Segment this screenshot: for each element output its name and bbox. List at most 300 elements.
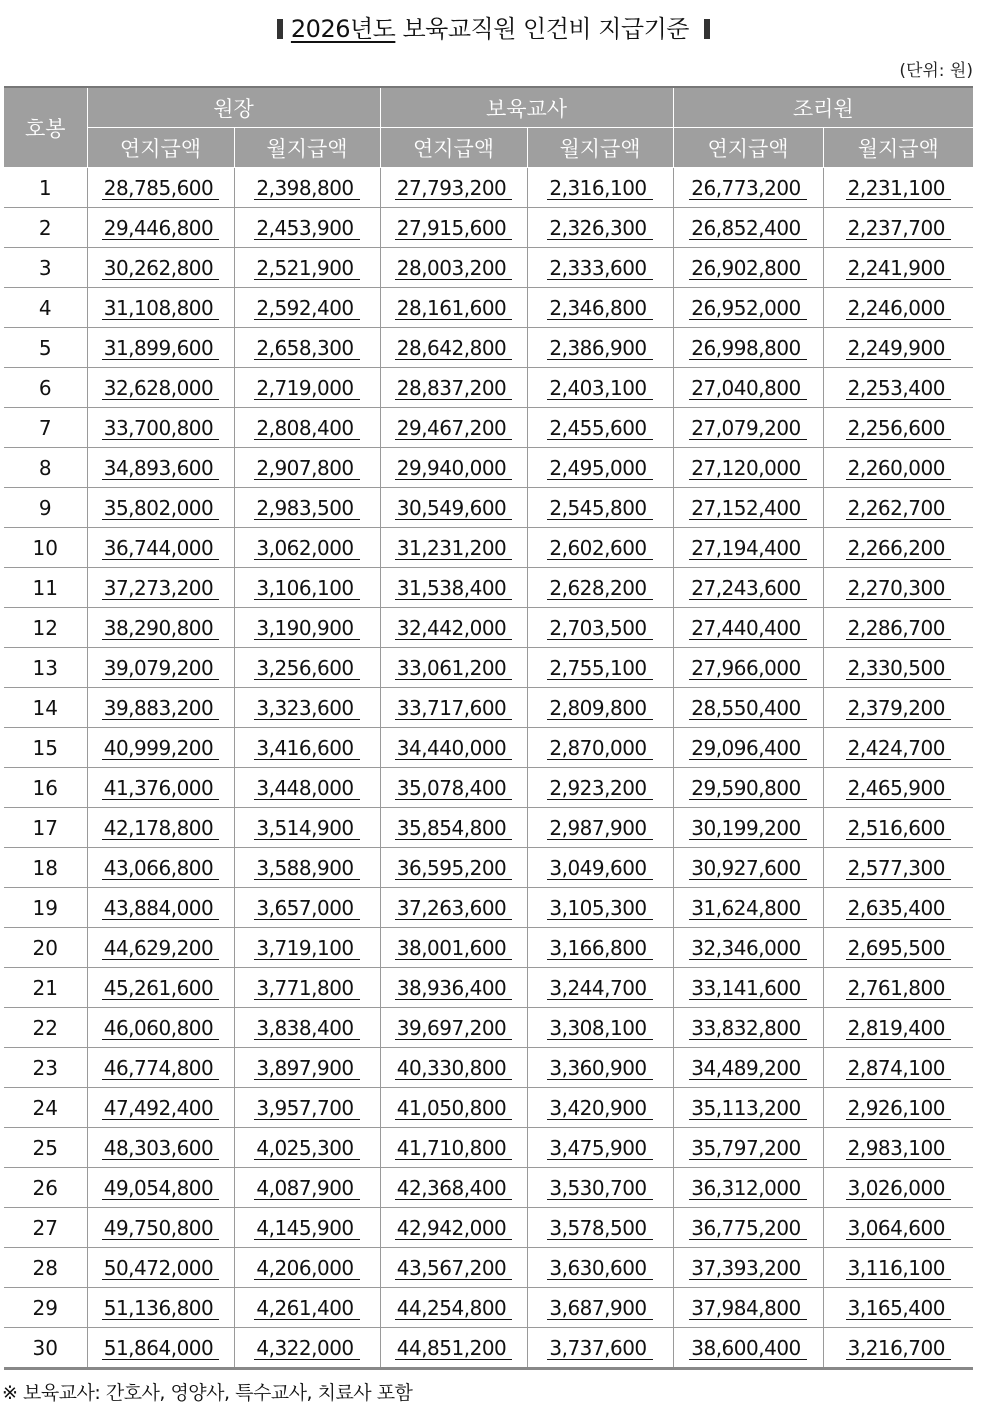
cell-director-monthly xyxy=(234,1128,380,1168)
amount-value: 31,899,600 xyxy=(102,337,220,360)
cell-teacher-annual xyxy=(380,808,527,848)
cell-teacher-monthly xyxy=(527,568,673,608)
amount-value: 51,136,800 xyxy=(102,1297,220,1320)
table-row xyxy=(4,1008,973,1048)
cell-teacher-annual xyxy=(380,328,527,368)
cell-director-annual xyxy=(87,1248,234,1288)
amount-value: 31,231,200 xyxy=(395,537,513,560)
cell-cook-annual xyxy=(673,328,823,368)
amount-value: 2,907,800 xyxy=(254,457,359,480)
cell-teacher-monthly xyxy=(527,728,673,768)
amount-value: 41,710,800 xyxy=(395,1137,513,1160)
cell-cook-monthly xyxy=(823,728,973,768)
amount-value: 37,393,200 xyxy=(689,1257,807,1280)
cell-cook-monthly xyxy=(823,1208,973,1248)
amount-value: 2,455,600 xyxy=(547,417,652,440)
amount-value: 3,244,700 xyxy=(547,977,652,1000)
amount-value: 40,999,200 xyxy=(102,737,220,760)
amount-value: 51,864,000 xyxy=(102,1337,220,1360)
amount-value: 2,386,900 xyxy=(547,337,652,360)
cell-director-annual xyxy=(87,888,234,928)
amount-value: 29,940,000 xyxy=(395,457,513,480)
cell-teacher-annual xyxy=(380,688,527,728)
table-row xyxy=(4,488,973,528)
amount-value: 28,642,800 xyxy=(395,337,513,360)
amount-value: 36,312,000 xyxy=(689,1177,807,1200)
amount-value: 33,061,200 xyxy=(395,657,513,680)
cell-cook-monthly xyxy=(823,1288,973,1328)
amount-value: 34,440,000 xyxy=(395,737,513,760)
amount-value: 3,049,600 xyxy=(547,857,652,880)
amount-value: 31,538,400 xyxy=(395,577,513,600)
cell-cook-annual xyxy=(673,768,823,808)
amount-value: 2,286,700 xyxy=(846,617,951,640)
cell-teacher-monthly xyxy=(527,1288,673,1328)
amount-value: 35,078,400 xyxy=(395,777,513,800)
cell-director-monthly xyxy=(234,968,380,1008)
amount-value: 26,902,800 xyxy=(689,257,807,280)
amount-value: 3,416,600 xyxy=(254,737,359,760)
cell-director-monthly xyxy=(234,1048,380,1088)
header-monthly: 월지급액 xyxy=(234,128,380,168)
header-monthly: 월지급액 xyxy=(527,128,673,168)
cell-teacher-annual xyxy=(380,1208,527,1248)
cell-teacher-monthly xyxy=(527,608,673,648)
amount-value: 39,697,200 xyxy=(395,1017,513,1040)
cell-cook-annual xyxy=(673,208,823,248)
cell-director-monthly xyxy=(234,648,380,688)
amount-value: 2,246,000 xyxy=(846,297,951,320)
amount-value: 3,719,100 xyxy=(254,937,359,960)
page-title xyxy=(0,12,987,46)
cell-teacher-annual xyxy=(380,408,527,448)
amount-value: 2,424,700 xyxy=(846,737,951,760)
cell-step: 20 xyxy=(4,928,87,968)
header-annual: 연지급액 xyxy=(87,128,234,168)
amount-value: 46,060,800 xyxy=(102,1017,220,1040)
amount-value: 29,467,200 xyxy=(395,417,513,440)
table-row xyxy=(4,1048,973,1088)
cell-director-monthly xyxy=(234,488,380,528)
amount-value: 4,025,300 xyxy=(254,1137,359,1160)
cell-director-annual xyxy=(87,968,234,1008)
amount-value: 2,755,100 xyxy=(547,657,652,680)
cell-teacher-monthly xyxy=(527,368,673,408)
cell-teacher-monthly xyxy=(527,1128,673,1168)
amount-value: 37,984,800 xyxy=(689,1297,807,1320)
amount-value: 4,145,900 xyxy=(254,1217,359,1240)
cell-cook-annual xyxy=(673,808,823,848)
cell-teacher-annual xyxy=(380,1088,527,1128)
amount-value: 28,003,200 xyxy=(395,257,513,280)
header-annual: 연지급액 xyxy=(673,128,823,168)
cell-step: 28 xyxy=(4,1248,87,1288)
cell-teacher-annual xyxy=(380,1248,527,1288)
cell-teacher-annual xyxy=(380,848,527,888)
header-row-subs xyxy=(4,128,973,168)
amount-value: 2,270,300 xyxy=(846,577,951,600)
cell-director-monthly xyxy=(234,1168,380,1208)
cell-director-monthly xyxy=(234,1008,380,1048)
cell-cook-monthly xyxy=(823,1248,973,1288)
amount-value: 34,489,200 xyxy=(689,1057,807,1080)
cell-cook-annual xyxy=(673,168,823,208)
cell-step: 11 xyxy=(4,568,87,608)
table-row xyxy=(4,328,973,368)
amount-value: 3,360,900 xyxy=(547,1057,652,1080)
amount-value: 37,273,200 xyxy=(102,577,220,600)
amount-value: 3,308,100 xyxy=(547,1017,652,1040)
amount-value: 3,216,700 xyxy=(846,1337,951,1360)
cell-teacher-annual xyxy=(380,528,527,568)
cell-director-annual xyxy=(87,728,234,768)
amount-value: 2,819,400 xyxy=(846,1017,951,1040)
cell-director-monthly xyxy=(234,1288,380,1328)
amount-value: 27,120,000 xyxy=(689,457,807,480)
cell-teacher-monthly xyxy=(527,248,673,288)
cell-teacher-annual xyxy=(380,928,527,968)
cell-cook-monthly xyxy=(823,888,973,928)
amount-value: 30,199,200 xyxy=(689,817,807,840)
cell-cook-annual xyxy=(673,368,823,408)
amount-value: 35,802,000 xyxy=(102,497,220,520)
amount-value: 28,161,600 xyxy=(395,297,513,320)
table-row xyxy=(4,528,973,568)
amount-value: 2,602,600 xyxy=(547,537,652,560)
amount-value: 35,113,200 xyxy=(689,1097,807,1120)
cell-cook-annual xyxy=(673,288,823,328)
cell-cook-annual xyxy=(673,1128,823,1168)
amount-value: 3,064,600 xyxy=(846,1217,951,1240)
cell-teacher-monthly xyxy=(527,648,673,688)
amount-value: 4,322,000 xyxy=(254,1337,359,1360)
amount-value: 3,530,700 xyxy=(547,1177,652,1200)
amount-value: 39,883,200 xyxy=(102,697,220,720)
amount-value: 2,870,000 xyxy=(547,737,652,760)
amount-value: 3,166,800 xyxy=(547,937,652,960)
cell-step: 30 xyxy=(4,1328,87,1369)
table-row xyxy=(4,1248,973,1288)
amount-value: 29,590,800 xyxy=(689,777,807,800)
table-row xyxy=(4,648,973,688)
cell-step: 4 xyxy=(4,288,87,328)
cell-cook-monthly xyxy=(823,848,973,888)
amount-value: 44,851,200 xyxy=(395,1337,513,1360)
amount-value: 2,987,900 xyxy=(547,817,652,840)
cell-cook-monthly xyxy=(823,928,973,968)
amount-value: 2,719,000 xyxy=(254,377,359,400)
cell-teacher-annual xyxy=(380,568,527,608)
cell-cook-monthly xyxy=(823,648,973,688)
cell-cook-monthly xyxy=(823,368,973,408)
amount-value: 2,761,800 xyxy=(846,977,951,1000)
amount-value: 35,854,800 xyxy=(395,817,513,840)
cell-teacher-monthly xyxy=(527,1008,673,1048)
cell-cook-monthly xyxy=(823,608,973,648)
table-row xyxy=(4,208,973,248)
cell-director-annual xyxy=(87,928,234,968)
amount-value: 36,744,000 xyxy=(102,537,220,560)
table-row xyxy=(4,888,973,928)
cell-director-monthly xyxy=(234,1208,380,1248)
cell-cook-annual xyxy=(673,408,823,448)
cell-teacher-monthly xyxy=(527,688,673,728)
table-row xyxy=(4,1328,973,1369)
amount-value: 3,323,600 xyxy=(254,697,359,720)
cell-director-annual xyxy=(87,208,234,248)
table-row xyxy=(4,928,973,968)
cell-director-annual xyxy=(87,1328,234,1369)
amount-value: 2,241,900 xyxy=(846,257,951,280)
cell-director-annual xyxy=(87,768,234,808)
cell-teacher-monthly xyxy=(527,488,673,528)
cell-director-monthly xyxy=(234,448,380,488)
amount-value: 43,567,200 xyxy=(395,1257,513,1280)
amount-value: 27,915,600 xyxy=(395,217,513,240)
header-step: 호봉 xyxy=(4,87,87,168)
cell-director-annual xyxy=(87,448,234,488)
cell-step: 3 xyxy=(4,248,87,288)
amount-value: 3,105,300 xyxy=(547,897,652,920)
amount-value: 26,952,000 xyxy=(689,297,807,320)
amount-value: 38,936,400 xyxy=(395,977,513,1000)
cell-director-annual xyxy=(87,568,234,608)
cell-cook-annual xyxy=(673,1168,823,1208)
header-row-groups xyxy=(4,87,973,128)
cell-teacher-annual xyxy=(380,288,527,328)
table-row xyxy=(4,168,973,208)
title-bar-right xyxy=(704,19,710,39)
amount-value: 30,262,800 xyxy=(102,257,220,280)
cell-director-annual xyxy=(87,368,234,408)
amount-value: 4,261,400 xyxy=(254,1297,359,1320)
cell-director-annual xyxy=(87,1208,234,1248)
amount-value: 2,330,500 xyxy=(846,657,951,680)
amount-value: 28,837,200 xyxy=(395,377,513,400)
cell-cook-annual xyxy=(673,1208,823,1248)
cell-teacher-monthly xyxy=(527,1328,673,1369)
amount-value: 2,658,300 xyxy=(254,337,359,360)
cell-director-monthly xyxy=(234,248,380,288)
amount-value: 3,190,900 xyxy=(254,617,359,640)
table-row xyxy=(4,848,973,888)
amount-value: 38,600,400 xyxy=(689,1337,807,1360)
table-row xyxy=(4,688,973,728)
amount-value: 3,448,000 xyxy=(254,777,359,800)
cell-director-annual xyxy=(87,168,234,208)
cell-teacher-annual xyxy=(380,1288,527,1328)
amount-value: 29,096,400 xyxy=(689,737,807,760)
amount-value: 3,256,600 xyxy=(254,657,359,680)
cell-teacher-monthly xyxy=(527,208,673,248)
amount-value: 42,178,800 xyxy=(102,817,220,840)
amount-value: 2,398,800 xyxy=(254,177,359,200)
cell-cook-monthly xyxy=(823,1128,973,1168)
amount-value: 2,465,900 xyxy=(846,777,951,800)
cell-step: 9 xyxy=(4,488,87,528)
cell-step: 8 xyxy=(4,448,87,488)
cell-step: 24 xyxy=(4,1088,87,1128)
cell-cook-annual xyxy=(673,728,823,768)
cell-director-monthly xyxy=(234,568,380,608)
cell-cook-monthly xyxy=(823,528,973,568)
amount-value: 2,249,900 xyxy=(846,337,951,360)
amount-value: 2,231,100 xyxy=(846,177,951,200)
cell-cook-annual xyxy=(673,1328,823,1369)
cell-teacher-annual xyxy=(380,1008,527,1048)
cell-step: 10 xyxy=(4,528,87,568)
header-monthly: 월지급액 xyxy=(823,128,973,168)
amount-value: 2,808,400 xyxy=(254,417,359,440)
amount-value: 33,141,600 xyxy=(689,977,807,1000)
table-row xyxy=(4,808,973,848)
amount-value: 2,346,800 xyxy=(547,297,652,320)
amount-value: 2,262,700 xyxy=(846,497,951,520)
cell-teacher-annual xyxy=(380,448,527,488)
cell-director-monthly xyxy=(234,688,380,728)
amount-value: 2,237,700 xyxy=(846,217,951,240)
cell-cook-monthly xyxy=(823,288,973,328)
cell-director-annual xyxy=(87,1168,234,1208)
cell-director-monthly xyxy=(234,408,380,448)
table-row xyxy=(4,1088,973,1128)
table-row xyxy=(4,448,973,488)
table-row xyxy=(4,1288,973,1328)
cell-teacher-monthly xyxy=(527,768,673,808)
amount-value: 27,793,200 xyxy=(395,177,513,200)
cell-cook-monthly xyxy=(823,568,973,608)
table-row xyxy=(4,1168,973,1208)
cell-step: 23 xyxy=(4,1048,87,1088)
cell-director-annual xyxy=(87,608,234,648)
amount-value: 36,775,200 xyxy=(689,1217,807,1240)
amount-value: 41,050,800 xyxy=(395,1097,513,1120)
cell-cook-annual xyxy=(673,1288,823,1328)
cell-director-monthly xyxy=(234,768,380,808)
amount-value: 49,750,800 xyxy=(102,1217,220,1240)
cell-teacher-monthly xyxy=(527,1208,673,1248)
amount-value: 3,062,000 xyxy=(254,537,359,560)
amount-value: 3,957,700 xyxy=(254,1097,359,1120)
header-group-teacher: 보육교사 xyxy=(380,87,673,128)
table-row xyxy=(4,368,973,408)
unit-label: (단위: 원) xyxy=(899,61,973,81)
cell-cook-annual xyxy=(673,1048,823,1088)
cell-teacher-annual xyxy=(380,1128,527,1168)
amount-value: 40,330,800 xyxy=(395,1057,513,1080)
cell-teacher-annual xyxy=(380,608,527,648)
amount-value: 45,261,600 xyxy=(102,977,220,1000)
cell-cook-annual xyxy=(673,248,823,288)
cell-director-monthly xyxy=(234,208,380,248)
amount-value: 2,266,200 xyxy=(846,537,951,560)
table-row xyxy=(4,1208,973,1248)
cell-director-annual xyxy=(87,808,234,848)
amount-value: 36,595,200 xyxy=(395,857,513,880)
cell-director-monthly xyxy=(234,528,380,568)
cell-cook-monthly xyxy=(823,248,973,288)
cell-cook-annual xyxy=(673,688,823,728)
cell-cook-annual xyxy=(673,928,823,968)
amount-value: 27,440,400 xyxy=(689,617,807,640)
amount-value: 42,942,000 xyxy=(395,1217,513,1240)
amount-value: 48,303,600 xyxy=(102,1137,220,1160)
cell-step: 1 xyxy=(4,168,87,208)
amount-value: 2,316,100 xyxy=(547,177,652,200)
cell-cook-monthly xyxy=(823,168,973,208)
salary-table xyxy=(4,86,973,1370)
amount-value: 3,687,900 xyxy=(547,1297,652,1320)
amount-value: 33,700,800 xyxy=(102,417,220,440)
cell-director-annual xyxy=(87,848,234,888)
title-bar-left xyxy=(277,19,283,39)
amount-value: 3,771,800 xyxy=(254,977,359,1000)
cell-step: 13 xyxy=(4,648,87,688)
amount-value: 2,809,800 xyxy=(547,697,652,720)
cell-teacher-monthly xyxy=(527,448,673,488)
cell-step: 17 xyxy=(4,808,87,848)
table-row xyxy=(4,1128,973,1168)
cell-cook-monthly xyxy=(823,328,973,368)
amount-value: 29,446,800 xyxy=(102,217,220,240)
cell-cook-monthly xyxy=(823,1008,973,1048)
cell-step: 14 xyxy=(4,688,87,728)
amount-value: 2,516,600 xyxy=(846,817,951,840)
cell-teacher-monthly xyxy=(527,168,673,208)
amount-value: 3,475,900 xyxy=(547,1137,652,1160)
cell-step: 22 xyxy=(4,1008,87,1048)
cell-director-monthly xyxy=(234,288,380,328)
cell-teacher-monthly xyxy=(527,528,673,568)
cell-step: 27 xyxy=(4,1208,87,1248)
amount-value: 32,442,000 xyxy=(395,617,513,640)
cell-cook-monthly xyxy=(823,808,973,848)
amount-value: 30,927,600 xyxy=(689,857,807,880)
amount-value: 3,737,600 xyxy=(547,1337,652,1360)
cell-director-annual xyxy=(87,1128,234,1168)
amount-value: 3,026,000 xyxy=(846,1177,951,1200)
cell-step: 29 xyxy=(4,1288,87,1328)
cell-cook-monthly xyxy=(823,1048,973,1088)
cell-cook-annual xyxy=(673,608,823,648)
cell-step: 2 xyxy=(4,208,87,248)
amount-value: 26,852,400 xyxy=(689,217,807,240)
table-row xyxy=(4,768,973,808)
amount-value: 3,116,100 xyxy=(846,1257,951,1280)
amount-value: 3,420,900 xyxy=(547,1097,652,1120)
cell-step: 15 xyxy=(4,728,87,768)
amount-value: 27,079,200 xyxy=(689,417,807,440)
amount-value: 33,832,800 xyxy=(689,1017,807,1040)
cell-teacher-monthly xyxy=(527,328,673,368)
cell-director-monthly xyxy=(234,728,380,768)
cell-teacher-annual xyxy=(380,888,527,928)
header-annual: 연지급액 xyxy=(380,128,527,168)
header-group-director: 원장 xyxy=(87,87,380,128)
amount-value: 28,785,600 xyxy=(102,177,220,200)
cell-director-annual xyxy=(87,1008,234,1048)
cell-step: 6 xyxy=(4,368,87,408)
amount-value: 2,260,000 xyxy=(846,457,951,480)
cell-cook-annual xyxy=(673,888,823,928)
cell-step: 19 xyxy=(4,888,87,928)
amount-value: 32,628,000 xyxy=(102,377,220,400)
cell-cook-monthly xyxy=(823,768,973,808)
amount-value: 34,893,600 xyxy=(102,457,220,480)
cell-teacher-monthly xyxy=(527,808,673,848)
cell-teacher-annual xyxy=(380,488,527,528)
amount-value: 2,326,300 xyxy=(547,217,652,240)
